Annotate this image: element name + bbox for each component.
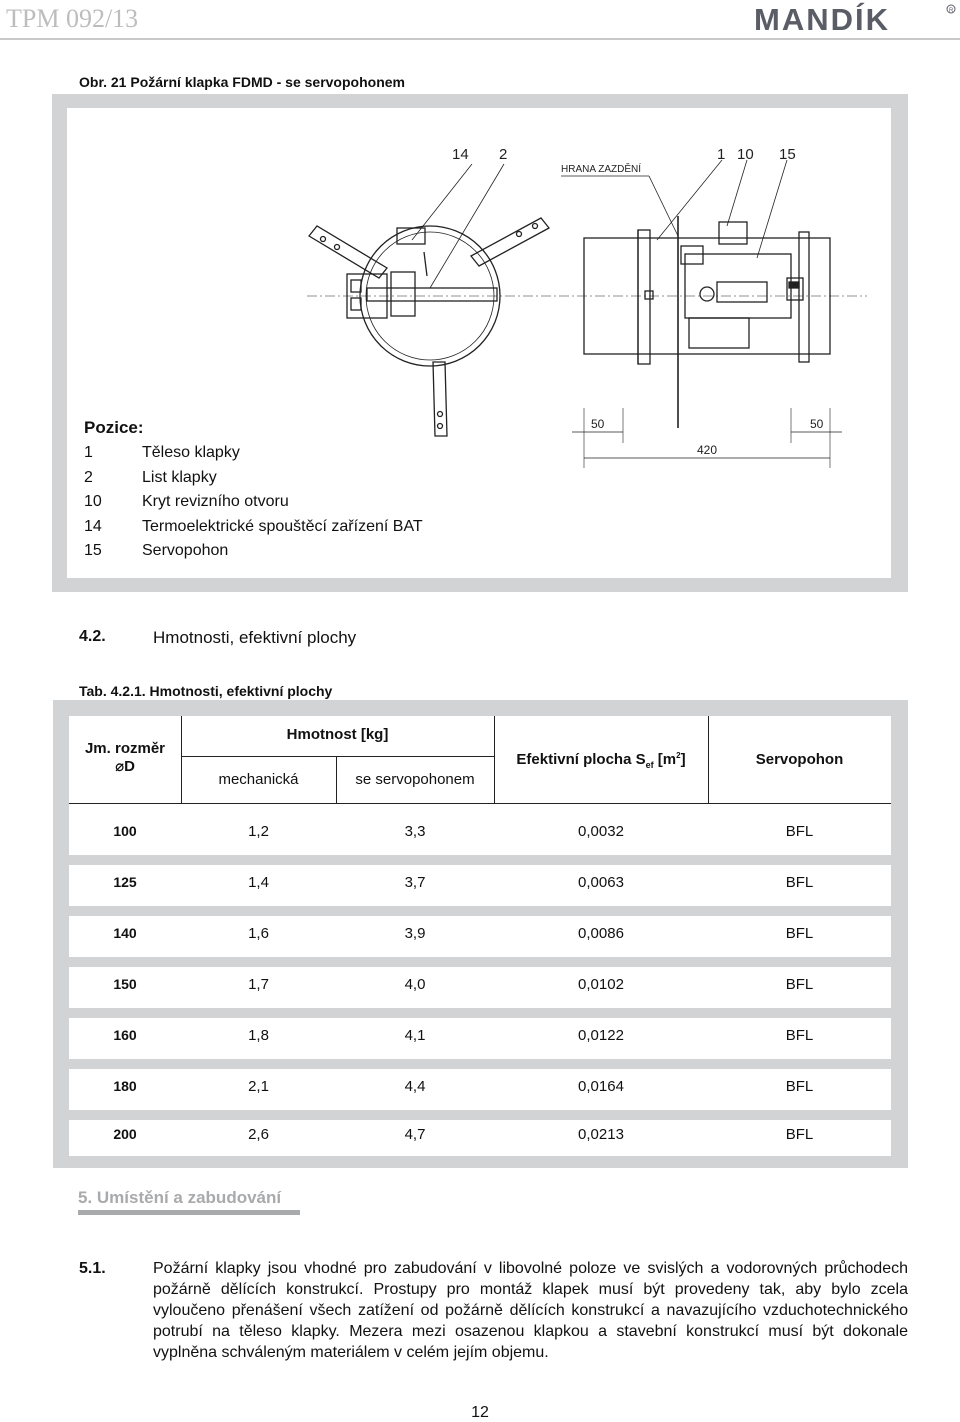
chapter-underline: [78, 1210, 300, 1215]
section-title: Hmotnosti, efektivní plochy: [153, 628, 357, 647]
document-code: TPM 092/13: [6, 4, 139, 33]
table-caption: Tab. 4.2.1. Hmotnosti, efektivní plochy: [79, 683, 333, 699]
legend-item: 1 Těleso klapky: [84, 444, 240, 461]
paragraph-text: Požární klapky jsou vhodné pro zabudování v libovolné poloze ve svislých a vodorovných průchodech požárně dělících konstrukcí. Prostupy pro montáž klapek musí být provedeny tak, aby bylo zcela vyloučeno přenášení všech zatížení od požárně dělících konstrukcí a navazujícího vzduchotechnického potrubí na těleso klapky. Mezera mezi osazenou klapkou a stavební konstrukcí musí být dokonale vyplněna schváleným materiálem v celém jejím objemu.: [153, 1260, 908, 1361]
brand-wordmark: MANDÍK: [754, 2, 890, 37]
header-size: Jm. rozměr ⌀D: [84, 740, 166, 775]
header-actuator: Servopohon: [755, 751, 844, 768]
callout-10: 10: [737, 146, 754, 163]
header-effective-area: Efektivní plocha $S_{ef}$ $[m^2]$: [516, 751, 686, 770]
dimension-total: 420: [697, 443, 718, 457]
mandik-logo: [752, 0, 960, 40]
svg-text:R: R: [949, 8, 954, 14]
header-weight-servo: se servopohonem: [355, 771, 475, 788]
callout-1: 1: [717, 146, 726, 163]
paragraph-number: 5.1.: [79, 1260, 106, 1277]
bat-trigger-side: [719, 222, 747, 244]
legend-item: 15 Servopohon: [84, 542, 229, 559]
header-weight-group: Hmotnost [kg]: [286, 726, 389, 743]
dimension-right: 50: [810, 417, 824, 431]
legend-item: 2 List klapky: [84, 468, 217, 486]
legend-title: Pozice:: [84, 418, 144, 437]
legend-item: 14 Termoelektrické spouštěcí zařízení BAT: [84, 517, 423, 535]
wall-edge-label: HRANA ZAZDĚNÍ: [561, 164, 642, 175]
header-rule: [0, 38, 960, 40]
callout-14: 14: [452, 146, 469, 163]
header-weight-mechanical: mechanická: [218, 771, 299, 788]
legend-item: 10 Kryt revizního otvoru: [84, 493, 289, 510]
chapter-title: 5. Umístění a zabudování: [78, 1188, 282, 1207]
position-legend: [84, 418, 423, 564]
flange-arm-bottom: [433, 362, 447, 436]
figure-caption: Obr. 21 Požární klapka FDMD - se servopohonem: [79, 74, 405, 90]
dimension-left: 50: [591, 417, 605, 431]
callout-15: 15: [779, 146, 796, 163]
callout-2: 2: [499, 146, 508, 163]
page-number: 12: [471, 1404, 489, 1421]
section-number: 4.2.: [79, 628, 106, 645]
